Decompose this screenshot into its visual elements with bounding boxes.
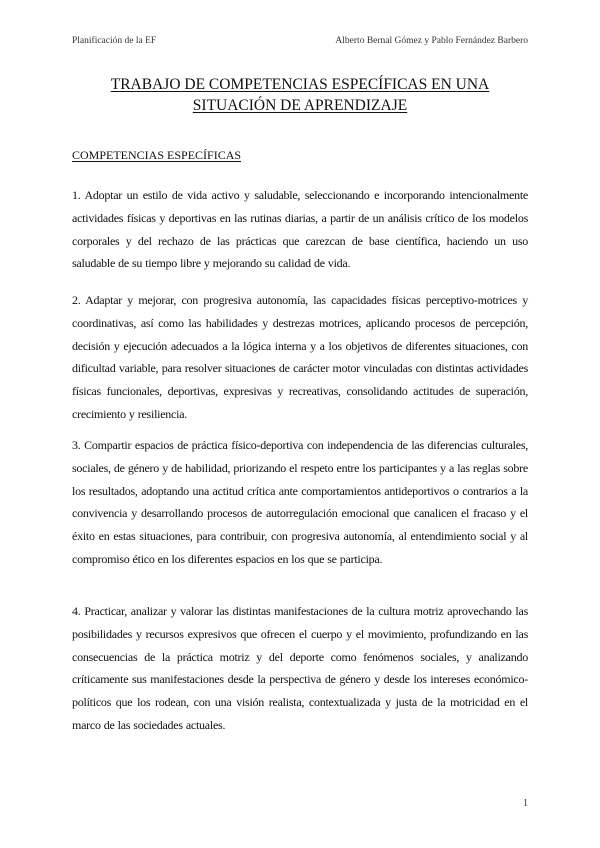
document-title: TRABAJO DE COMPETENCIAS ESPECÍFICAS EN UNA SITUACIÓN DE APRENDIZAJE (110, 76, 490, 114)
section-heading: COMPETENCIAS ESPECÍFICAS (72, 148, 242, 162)
page-header (72, 36, 528, 50)
competency-paragraph-3: 3. Compartir espacios de práctica físico-deportiva con independencia de las diferencias culturales, sociales, de género y de habilidad, priorizando el respeto entre los participantes y a las reglas sobre los resultados, adoptando una actitud crítica ante comportamientos antideportivos o contrarios a la convivencia y desarrollando procesos de autorregulación emocional que canalicen el fracaso y el éxito en estas situaciones, para contribuir, con progresiva autonomía, al entendimiento social y al compromiso ético en los diferentes espacios en los que se participa. (72, 438, 528, 566)
competency-paragraph-4: 4. Practicar, analizar y valorar las distintas manifestaciones de la cultura motriz aprovechando las posibilidades y recursos expresivos que ofrecen el cuerpo y el movimiento, profundizando en las consecuencias de la práctica motriz y del deporte como fenómenos sociales, y analizando críticamente sus manifestaciones desde la perspectiva de género y desde los intereses económico-políticos que los rodean, con una visión realista, contextualizada y justa de la motricidad en el marco de las sociedades actuales. (72, 604, 528, 732)
competency-paragraph-2: 2. Adaptar y mejorar, con progresiva autonomía, las capacidades físicas perceptivo-motrices y coordinativas, así como las habilidades y destrezas motrices, aplicando procesos de percepción, decisión y ejecución adecuados a la lógica interna y a los objetivos de diferentes situaciones, con dificultad variable, para resolver situaciones de carácter motor vinculadas con distintas actividades físicas funcionales, deportivas, expresivas y recreativas, consolidando actitudes de superación, crecimiento y resiliencia. (72, 293, 528, 421)
header-authors: Alberto Bernal Gómez y Pablo Fernández Barbero (335, 36, 528, 46)
competency-paragraph-1: 1. Adoptar un estilo de vida activo y saludable, seleccionando e incorporando intencionalmente actividades físicas y deportivas en las rutinas diarias, a partir de un análisis crítico de los modelos corporales y del rechazo de las prácticas que carezcan de base científica, haciendo un uso saludable de su tiempo libre y mejorando su calidad de vida. (72, 188, 528, 271)
header-course-title: Planificación de la EF (72, 36, 157, 46)
page-number: 1 (523, 798, 528, 809)
